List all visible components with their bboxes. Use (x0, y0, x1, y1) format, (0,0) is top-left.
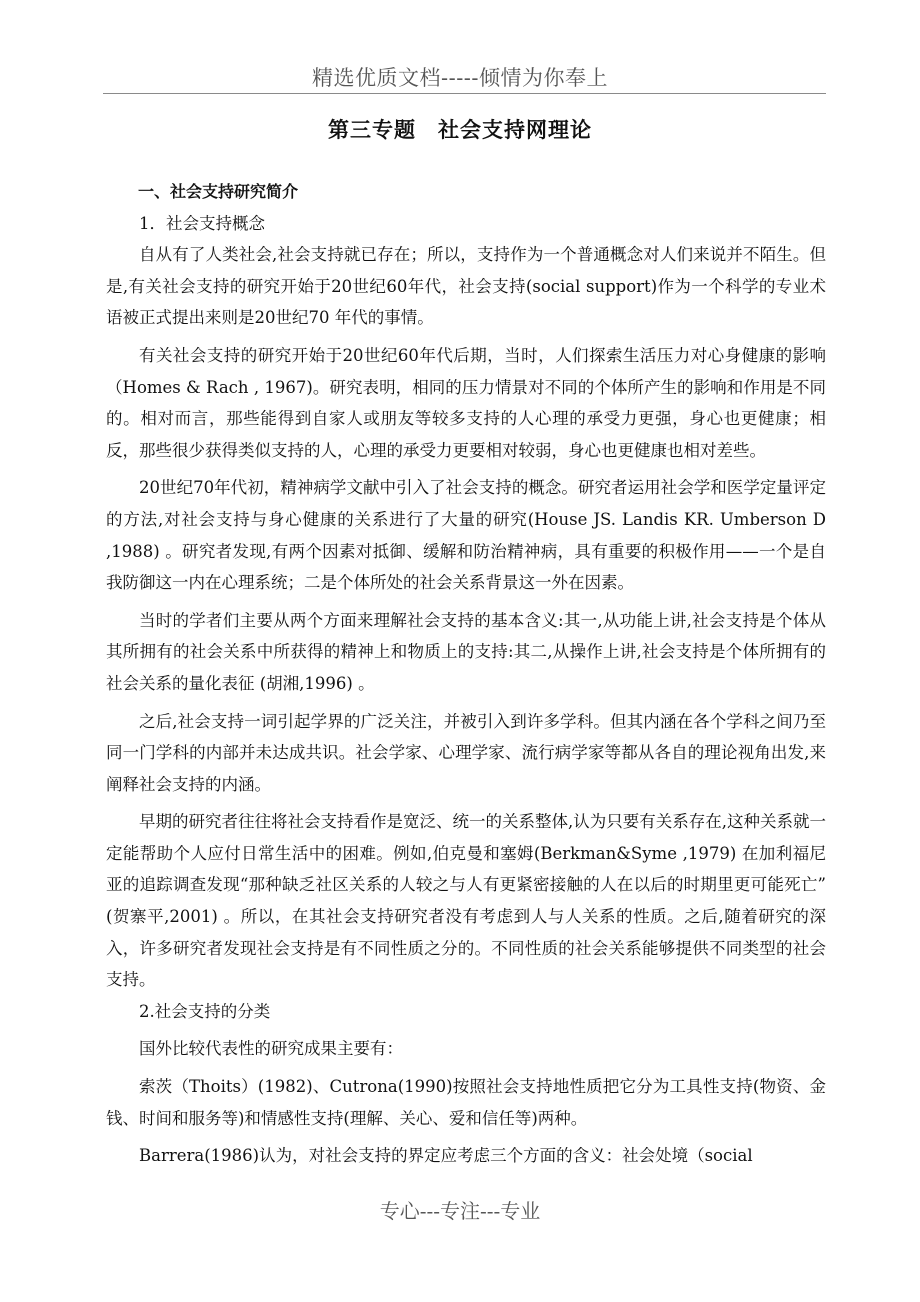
header-divider (103, 93, 826, 94)
subsection-heading: 2.社会支持的分类 (139, 1001, 271, 1021)
paragraph: 20世纪70年代初，精神病学文献中引入了社会支持的概念。研究者运用社会学和医学定量评定的方法,对社会支持与身心健康的关系进行了大量的研究(House JS. Landis KR. Umberson D ,1988) 。研究者发现,有两个因素对抵御、缓解和防治精神病，具有重要的积极作用——一个是自我防御这一内在心理系统；二是个体所处的社会关系背景这一外在因素。 (106, 478, 826, 593)
document-body (106, 176, 826, 1172)
paragraph: 当时的学者们主要从两个方面来理解社会支持的基本含义:其一,从功能上讲,社会支持是个体从其所拥有的社会关系中所获得的精神上和物质上的支持:其二,从操作上讲,社会支持是个体所拥有的社会关系的量化表征 (胡湘,1996) 。 (106, 610, 826, 693)
paragraph: 自从有了人类社会,社会支持就已存在；所以，支持作为一个普通概念对人们来说并不陌生。但是,有关社会支持的研究开始于20世纪60年代，社会支持(social support)作为一个科学的专业术语被正式提出来则是20世纪70 年代的事情。 (106, 245, 826, 328)
section-heading: 一、社会支持研究简介 (138, 182, 299, 201)
paragraph: 有关社会支持的研究开始于20世纪60年代后期，当时，人们探索生活压力对心身健康的影响（Homes & Rach , 1967)。研究表明，相同的压力情景对不同的个体所产生的影响和作用是不同的。相对而言，那些能得到自家人或朋友等较多支持的人心理的承受力更强，身心也更健康；相反，那些很少获得类似支持的人，心理的承受力更要相对较弱，身心也更健康也相对差些。 (106, 345, 826, 460)
paragraph: 之后,社会支持一词引起学界的广泛关注，并被引入到许多学科。但其内涵在各个学科之间乃至同一门学科的内部并未达成共识。社会学家、心理学家、流行病学家等都从各自的理论视角出发,来阐释社会支持的内涵。 (106, 711, 826, 794)
paragraph: 国外比较代表性的研究成果主要有： (139, 1039, 403, 1059)
paragraph: 索茨（Thoits）(1982)、Cutrona(1990)按照社会支持地性质把它分为工具性支持(物资、金钱、时间和服务等)和情感性支持(理解、关心、爱和信任等)两种。 (106, 1077, 826, 1128)
subsection-heading: 1．社会支持概念 (139, 213, 265, 233)
paragraph: Barrera(1986)认为，对社会支持的界定应考虑三个方面的含义：社会处境（social (139, 1146, 753, 1166)
page-header: 精选优质文档-----倾情为你奉上 (312, 66, 608, 90)
paragraph: 早期的研究者往往将社会支持看作是宽泛、统一的关系整体,认为只要有关系存在,这种关系就一定能帮助个人应付日常生活中的困难。例如,伯克曼和塞姆(Berkman&Syme ,1979) 在加利福尼亚的追踪调查发现“那种缺乏社区关系的人较之与人有更紧密接触的人在以后的时期里更可能死亡” (贺寨平,2001) 。所以，在其社会支持研究者没有考虑到人与人关系的性质。之后,随着研究的深入，许多研究者发现社会支持是有不同性质之分的。不同性质的社会关系能够提供不同类型的社会支持。 (106, 812, 826, 990)
page-footer: 专心---专注---专业 (379, 1199, 541, 1223)
document-title: 第三专题 社会支持网理论 (328, 118, 592, 142)
